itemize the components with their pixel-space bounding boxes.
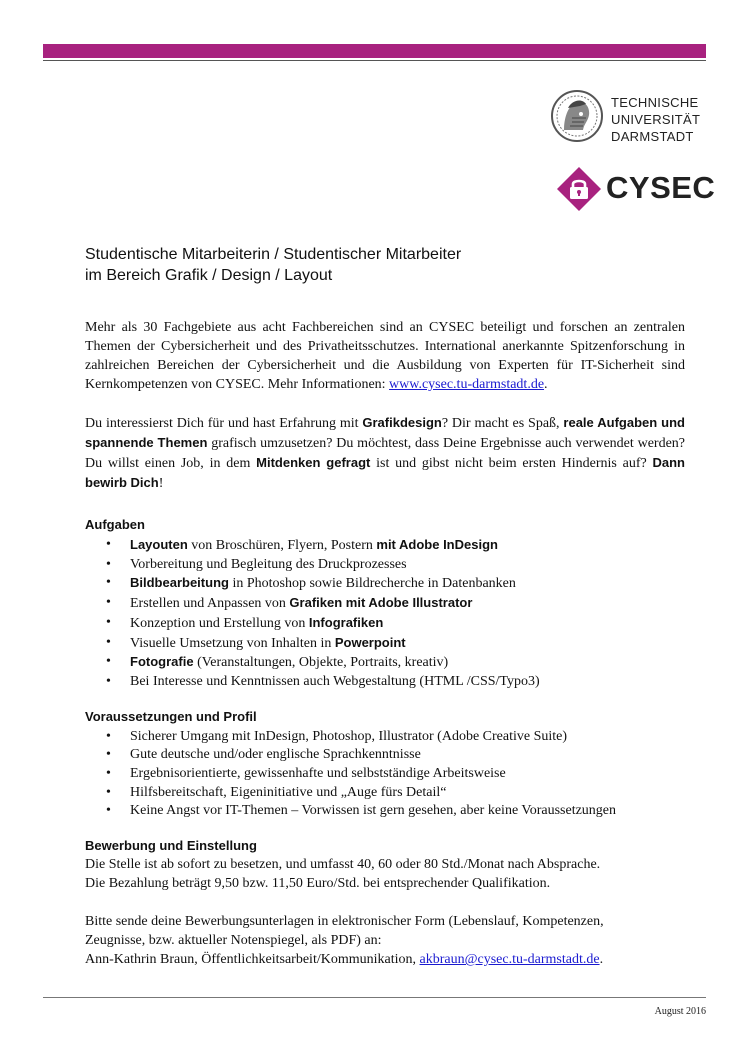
requirement-item: • Keine Angst vor IT-Themen – Vorwissen ist gern gesehen, aber keine Voraussetzungen [130,802,685,821]
task-item [130,614,685,634]
university-name [611,94,700,145]
task-bold-text: Layouten [130,537,188,552]
task-item [130,556,685,575]
pitch-text-3: grafisch umzusetzen? Du möchtest, dass Deine Ergebnisse auch verwendet werden? Du willst einen Job, in dem [85,436,686,471]
header-divider [43,60,706,61]
intro-text: Mehr als 30 Fachgebiete aus acht Fachbereichen sind an CYSEC beteiligt und forschen an zentralen Themen der Cybersicherheit und des Privatheitsschutzes. International anerkannte Spitzenforschung in zahlreichen Bereichen der Cybersicherheit und die Ausbildung von Experten für IT-Sicherheit sind Kernkompetenzen von CYSEC. Mehr Informationen: [85,320,685,392]
cysec-logo [556,166,716,216]
pitch-bold-3: Mitdenken gefragt [256,455,371,470]
university-line-1: TECHNISCHE [611,95,699,110]
document-body [85,318,685,969]
tasks-list [85,536,685,692]
task-item [130,594,685,614]
contact-email-link[interactable]: akbraun@cysec.tu-darmstadt.de [419,952,600,968]
athena-seal-icon [550,88,604,144]
task-bold-text: Grafiken mit Adobe Illustrator [289,595,473,611]
task-item [130,673,685,692]
requirement-item: • Ergebnisorientierte, gewissenhafte und selbstständige Arbeitsweise [130,765,685,784]
pitch-bold-1: Grafikdesign [362,415,442,430]
task-item [130,653,685,673]
task-text: Bei Interesse und Kenntnissen auch Webgestaltung (HTML /CSS/Typo3) [130,673,540,689]
pitch-paragraph [85,413,685,493]
task-text: Vorbereitung und Begleitung des Druckprozesses [130,556,407,572]
application-heading: Bewerbung und Einstellung [85,838,257,854]
task-item [130,536,685,556]
application-line-2: Die Bezahlung beträgt 9,50 bzw. 11,50 Euro/Std. bei entsprechender Qualifikation. [85,876,551,892]
university-line-2: UNIVERSITÄT [611,112,701,127]
application-line-1: Die Stelle ist ab sofort zu besetzen, und umfasst 40, 60 oder 80 Std./Monat nach Absprache. [85,857,601,873]
header-accent-bar [43,44,706,58]
requirements-list [85,728,685,822]
pitch-bold-4: Dann bewirb Dich [85,455,685,490]
job-title-line-1: Studentische Mitarbeiterin / Studentischer Mitarbeiter [85,246,462,263]
job-title [85,244,685,286]
job-title-line-2: im Bereich Grafik / Design / Layout [85,267,333,284]
footer-divider [43,997,706,998]
pitch-text-2: ? Dir macht es Spaß, [441,416,564,431]
task-bold-text: Infografiken [308,614,384,630]
application-send-2: Zeugnisse, bzw. aktueller Notenspiegel, als PDF) an: [85,933,382,949]
university-line-3: DARMSTADT [611,129,694,144]
task-text: von Broschüren, Flyern, Postern [187,538,377,553]
task-item [130,574,685,594]
task-text: Erstellen und Anpassen von [130,596,290,612]
intro-paragraph [85,318,685,394]
pitch-text-5: ! [158,476,164,491]
task-text: (Veranstaltungen, Objekte, Portraits, kreativ) [193,655,449,671]
pitch-text-1: Du interessierst Dich für und hast Erfahrung mit [85,416,363,431]
application-contact [85,950,685,969]
contact-person: Ann-Kathrin Braun, Öffentlichkeitsarbeit/Kommunikation, [85,952,420,968]
pitch-bold-2: reale Aufgaben und spannende Themen [85,415,685,450]
task-item [130,634,685,654]
lock-diamond-icon [556,166,602,212]
task-bold-text: Fotografie [130,654,194,670]
task-bold-text: mit Adobe InDesign [376,537,498,552]
tasks-heading: Aufgaben [85,517,145,532]
footer-date: August 2016 [654,1006,706,1017]
requirements-heading: Voraussetzungen und Profil [85,708,257,724]
cysec-wordmark: CYSEC [606,170,716,205]
task-text: Visuelle Umsetzung von Inhalten in [130,635,335,651]
requirement-item: • Gute deutsche und/oder englische Sprachkenntnisse [130,746,685,765]
pitch-text-4: ist und gibst nicht beim ersten Hindernis auf? [370,456,653,471]
cysec-website-link[interactable]: www.cysec.tu-darmstadt.de [389,377,545,392]
requirement-item: • Hilfsbereitschaft, Eigeninitiative und „Auge fürs Detail“ [130,784,685,803]
task-bold-text: Bildbearbeitung [130,575,229,591]
task-text: Konzeption und Erstellung von [130,615,309,631]
task-text: in Photoshop sowie Bildrecherche in Datenbanken [228,576,516,592]
application-send-1: Bitte sende deine Bewerbungsunterlagen in elektronischer Form (Lebenslauf, Kompetenzen, [85,914,604,930]
contact-end: . [599,952,604,968]
intro-end: . [544,377,548,392]
tu-darmstadt-logo [550,88,710,148]
task-bold-text: Powerpoint [334,634,406,650]
requirement-item: • Sicherer Umgang mit InDesign, Photoshop, Illustrator (Adobe Creative Suite) [130,728,685,747]
